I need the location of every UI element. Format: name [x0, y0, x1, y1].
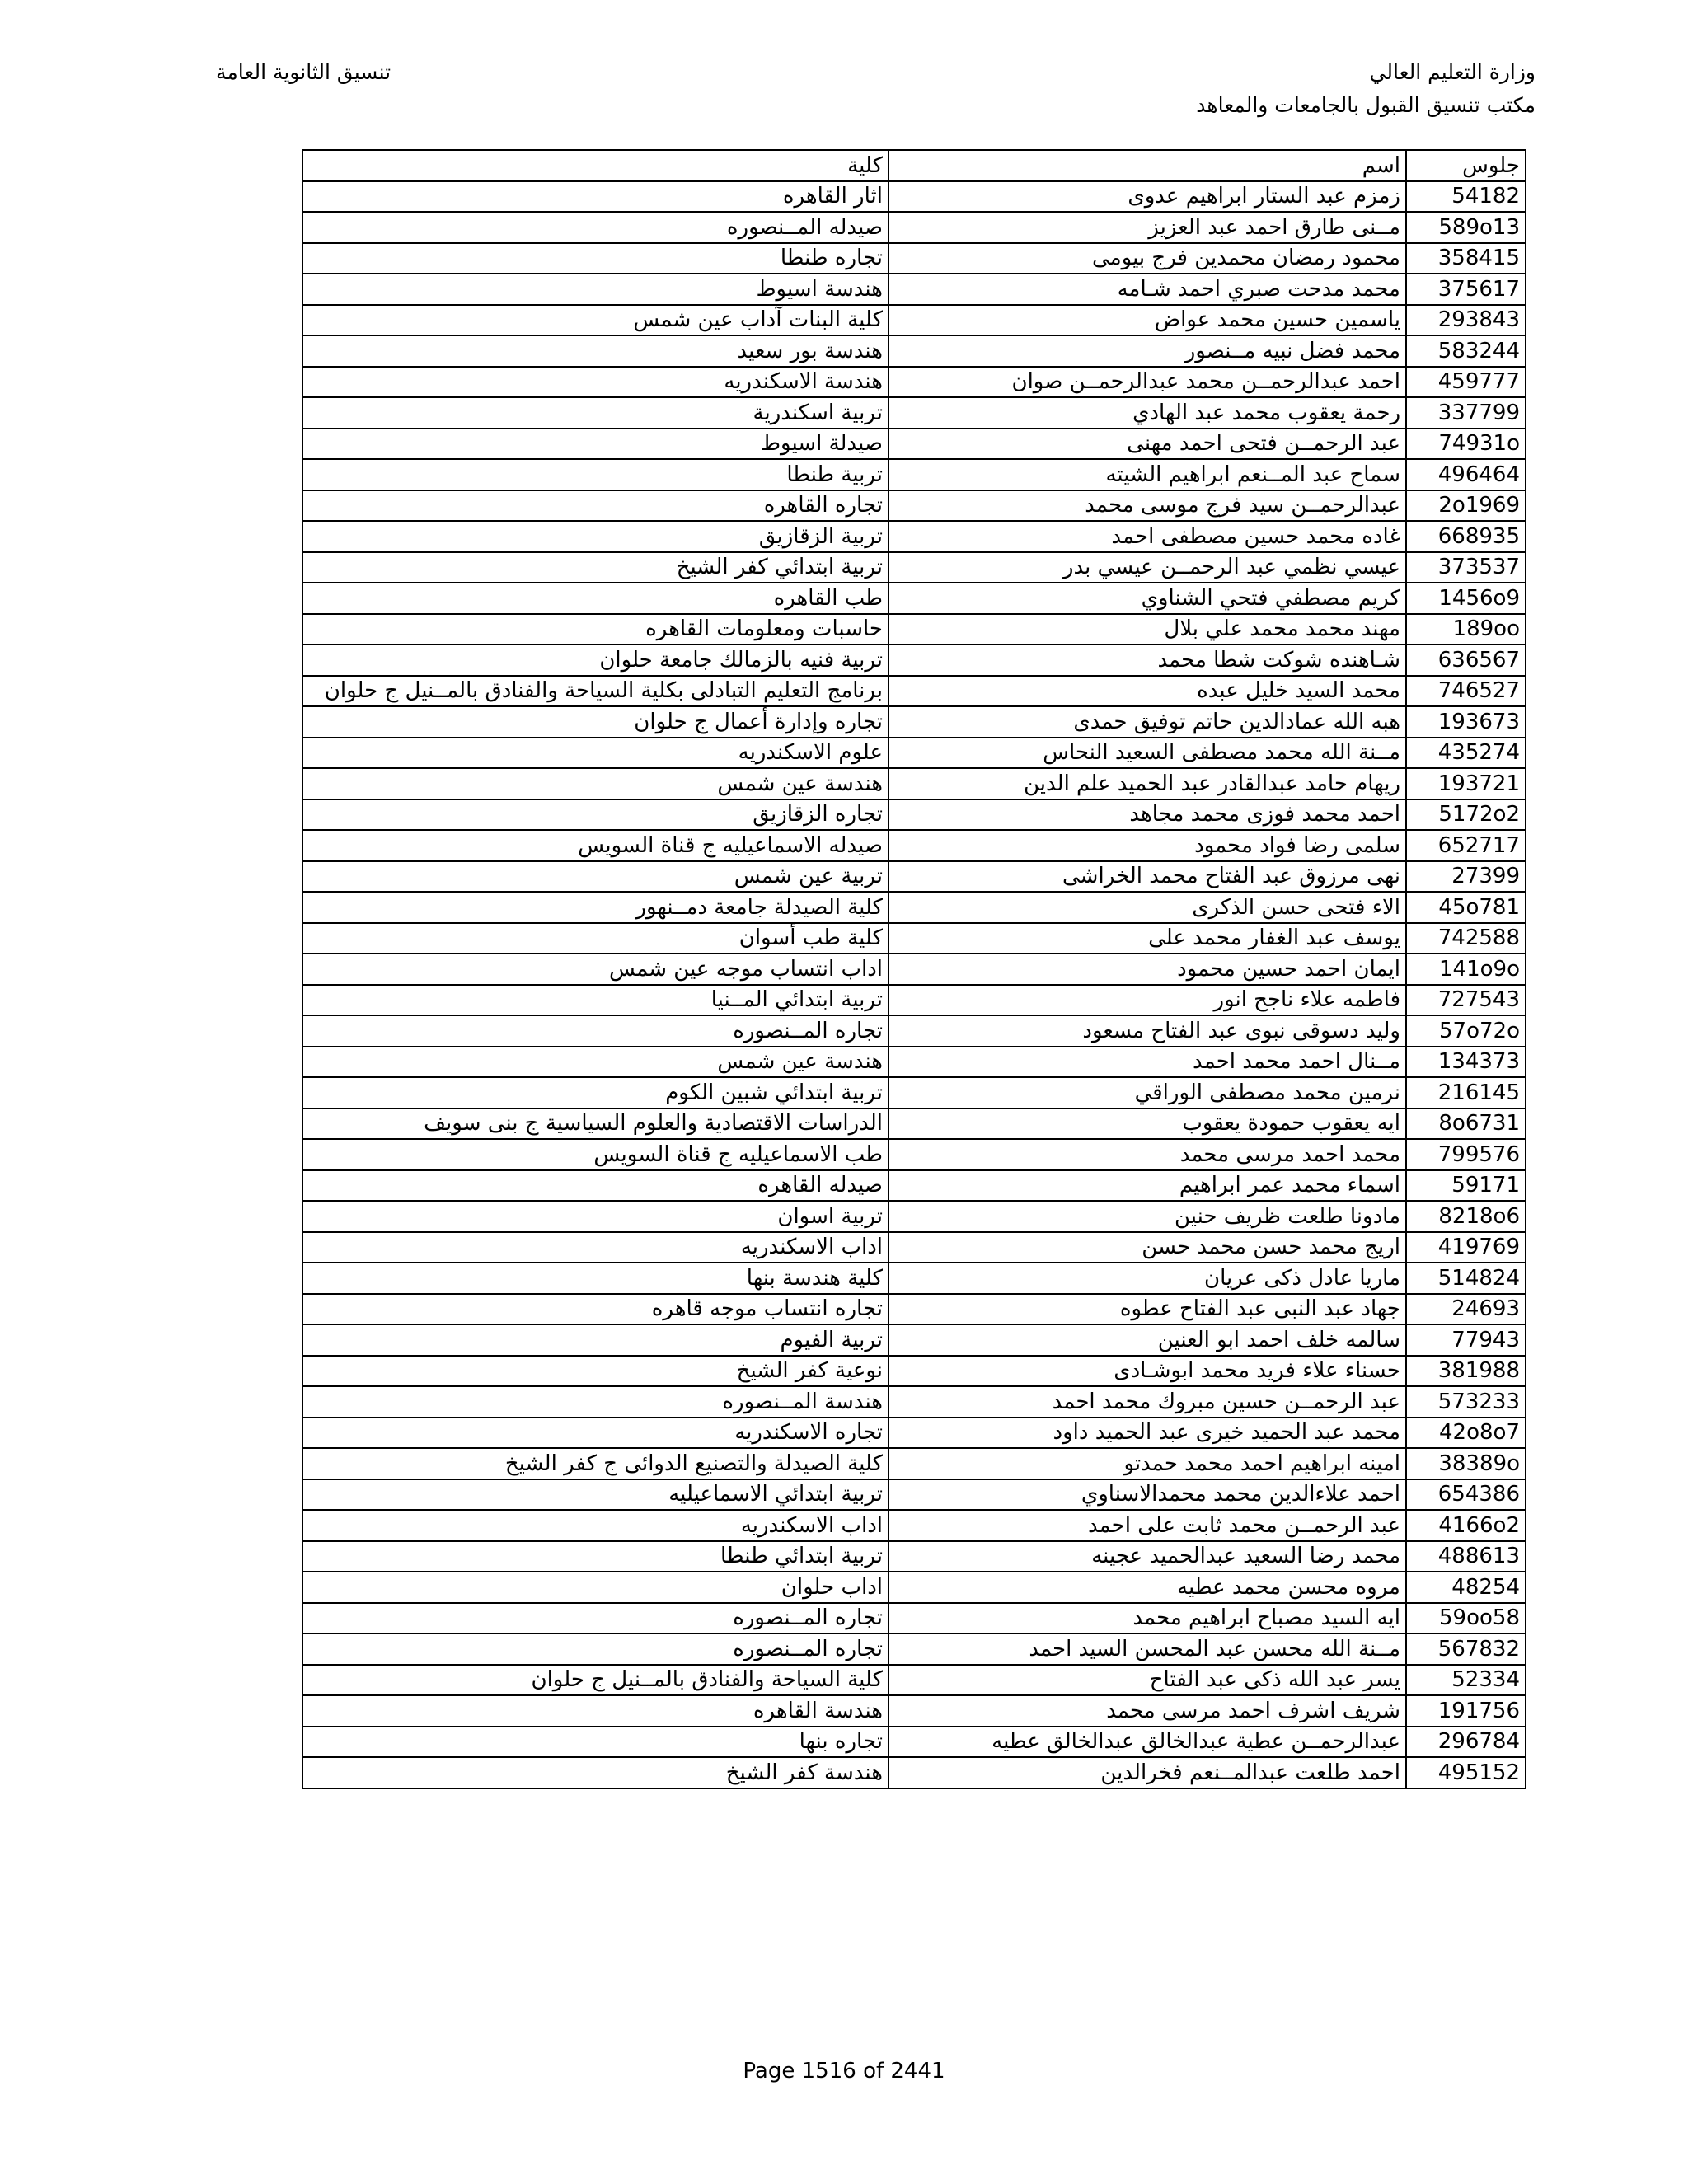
- faculty-cell: حاسبات ومعلومات القاهره: [302, 614, 889, 645]
- seat-number-cell: [1406, 1139, 1526, 1170]
- student-name-cell: عبد الرحمــن حسين مبروك محمد احمد: [889, 1386, 1406, 1418]
- faculty-cell: كلية الصيدلة والتصنيع الدوائى ج كفر الشيخ: [302, 1448, 889, 1479]
- table-row: [302, 1633, 1526, 1665]
- seat-number-cell: [1406, 706, 1526, 738]
- faculty-cell: تجاره الزقازيق: [302, 799, 889, 831]
- table-row: [302, 1510, 1526, 1541]
- faculty-cell: تجاره المــنصوره: [302, 1603, 889, 1634]
- faculty-cell: نوعية كفر الشيخ: [302, 1356, 889, 1387]
- faculty-cell: طب الاسماعيليه ج قناة السويس: [302, 1139, 889, 1170]
- student-name-cell: سالمه خلف احمد ابو العنين: [889, 1324, 1406, 1356]
- seat-number-cell: [1406, 1232, 1526, 1263]
- seat-number: 375617: [1437, 276, 1520, 302]
- faculty-cell: تربية ابتدائي كفر الشيخ: [302, 552, 889, 583]
- table-row: [302, 1015, 1526, 1047]
- table-row: [302, 1232, 1526, 1263]
- seat-number-cell: [1406, 768, 1526, 799]
- seat-number-cell: [1406, 1603, 1526, 1634]
- seat-number: 74931o: [1438, 431, 1520, 457]
- faculty-cell: كلية الصيدلة جامعة دمــنهور: [302, 892, 889, 923]
- seat-number: 573233: [1437, 1389, 1520, 1414]
- seat-number: 727543: [1437, 987, 1520, 1013]
- seat-number: 42o8o7: [1439, 1420, 1520, 1446]
- seat-number: 216145: [1437, 1080, 1520, 1105]
- table-row: [302, 1263, 1526, 1294]
- seat-number-cell: [1406, 923, 1526, 954]
- faculty-cell: طب القاهره: [302, 583, 889, 614]
- student-name-cell: اريج محمد حسن محمد حسن: [889, 1232, 1406, 1263]
- student-name-cell: عبدالرحمــن عطية عبدالخالق عبدالخالق عطيه: [889, 1727, 1406, 1758]
- seat-number: 141o9o: [1439, 956, 1520, 982]
- seat-number: 381988: [1437, 1358, 1520, 1384]
- seat-number-cell: [1406, 985, 1526, 1016]
- seat-number-cell: [1406, 1324, 1526, 1356]
- seat-number: 52334: [1451, 1667, 1520, 1693]
- table-header-row: [302, 150, 1526, 181]
- table-row: [302, 1294, 1526, 1325]
- seat-number-cell: [1406, 830, 1526, 861]
- faculty-cell: تربية الزقازيق: [302, 521, 889, 552]
- faculty-cell: تجاره المــنصوره: [302, 1015, 889, 1047]
- student-name-cell: سماح عبد المــنعم ابراهيم الشيته: [889, 459, 1406, 490]
- seat-number-cell: [1406, 305, 1526, 336]
- seat-number: 496464: [1437, 462, 1520, 487]
- seat-number-cell: [1406, 1386, 1526, 1418]
- faculty-cell: تربية اسوان: [302, 1201, 889, 1232]
- student-name-cell: شـاهنده شوكت شطا محمد: [889, 644, 1406, 676]
- student-name-cell: نهى مرزوق عبد الفتاح محمد الخراشى: [889, 861, 1406, 893]
- faculty-cell: تربية ابتدائي شبين الكوم: [302, 1077, 889, 1108]
- student-name-cell: ياسمين حسين محمد عواض: [889, 305, 1406, 336]
- student-name-cell: مادونا طلعت ظريف حنين: [889, 1201, 1406, 1232]
- seat-number: 488613: [1437, 1544, 1520, 1569]
- seat-number: 583244: [1437, 338, 1520, 363]
- student-name-cell: شريف اشرف احمد مرسى محمد: [889, 1695, 1406, 1727]
- student-name-cell: حسناء علاء فريد محمد ابوشـادى: [889, 1356, 1406, 1387]
- seat-number-cell: [1406, 799, 1526, 831]
- student-name-cell: ايه يعقوب حمودة يعقوب: [889, 1108, 1406, 1140]
- student-name-cell: محمد السيد خليل عبده: [889, 676, 1406, 707]
- faculty-cell: تربية ابتدائي الاسماعيليه: [302, 1479, 889, 1511]
- table-row: [302, 1448, 1526, 1479]
- faculty-cell: تجاره القاهره: [302, 490, 889, 522]
- seat-number: 654386: [1437, 1482, 1520, 1507]
- seat-number-cell: [1406, 1572, 1526, 1603]
- table-row: [302, 1356, 1526, 1387]
- faculty-cell: صيدله الاسماعيليه ج قناة السويس: [302, 830, 889, 861]
- faculty-cell: الدراسات الاقتصادية والعلوم السياسية ج بنى سويف: [302, 1108, 889, 1140]
- student-name-cell: مــنال احمد محمد احمد: [889, 1047, 1406, 1078]
- faculty-cell: اداب حلوان: [302, 1572, 889, 1603]
- student-name-cell: كريم مصطفي فتحي الشناوي: [889, 583, 1406, 614]
- seat-number: 59oo58: [1439, 1605, 1520, 1631]
- seat-number-cell: [1406, 181, 1526, 213]
- student-name-cell: ماريا عادل ذكى عريان: [889, 1263, 1406, 1294]
- student-name-cell: زمزم عبد الستار ابراهيم عدوى: [889, 181, 1406, 213]
- seat-number-cell: [1406, 243, 1526, 274]
- seat-number-cell: [1406, 1077, 1526, 1108]
- table-row: [302, 768, 1526, 799]
- seat-column-header: جلوس: [1406, 150, 1526, 181]
- faculty-cell: كلية البنات آداب عين شمس: [302, 305, 889, 336]
- table-row: [302, 1695, 1526, 1727]
- seat-number: 57o72o: [1439, 1018, 1520, 1043]
- table-row: [302, 1572, 1526, 1603]
- table-row: [302, 583, 1526, 614]
- seat-number: 567832: [1437, 1636, 1520, 1661]
- seat-number: 742588: [1437, 926, 1520, 951]
- seat-number-cell: [1406, 1757, 1526, 1788]
- seat-number-cell: [1406, 397, 1526, 429]
- table-row: [302, 305, 1526, 336]
- student-name-cell: يسر عبد الله ذكى عبد الفتاح: [889, 1665, 1406, 1696]
- seat-number-cell: [1406, 212, 1526, 243]
- seat-number: 358415: [1437, 246, 1520, 271]
- table-row: [302, 706, 1526, 738]
- seat-number: 8218o6: [1438, 1203, 1520, 1229]
- student-name-cell: محمود رمضان محمدين فرج بيومى: [889, 243, 1406, 274]
- seat-number-cell: [1406, 676, 1526, 707]
- name-column-header: اسم: [889, 150, 1406, 181]
- seat-number: 8o6731: [1438, 1111, 1520, 1137]
- student-name-cell: محمد احمد مرسى محمد: [889, 1139, 1406, 1170]
- seat-number: 495152: [1437, 1760, 1520, 1785]
- faculty-cell: هندسة المــنصوره: [302, 1386, 889, 1418]
- student-name-cell: محمد عبد الحميد خيرى عبد الحميد داود: [889, 1418, 1406, 1449]
- seat-number-cell: [1406, 521, 1526, 552]
- seat-number-cell: [1406, 1448, 1526, 1479]
- seat-number: 193721: [1437, 771, 1520, 796]
- seat-number-cell: [1406, 459, 1526, 490]
- seat-number-cell: [1406, 1510, 1526, 1541]
- table-row: [302, 614, 1526, 645]
- seat-number-cell: [1406, 1294, 1526, 1325]
- table-row: [302, 1665, 1526, 1696]
- faculty-cell: هندسة اسيوط: [302, 274, 889, 305]
- seat-number: 589o13: [1438, 214, 1520, 240]
- faculty-cell: تجاره بنها: [302, 1727, 889, 1758]
- table-row: [302, 923, 1526, 954]
- table-row: [302, 1201, 1526, 1232]
- student-name-cell: عبد الرحمــن محمد ثابت على احمد: [889, 1510, 1406, 1541]
- student-name-cell: يوسف عبد الغفار محمد على: [889, 923, 1406, 954]
- student-name-cell: امينه ابراهيم احمد محمد حمدتو: [889, 1448, 1406, 1479]
- student-name-cell: هبه الله عمادالدين حاتم توفيق حمدى: [889, 706, 1406, 738]
- seat-number-cell: [1406, 1108, 1526, 1140]
- seat-number: 5172o2: [1438, 802, 1520, 827]
- table-row: [302, 1418, 1526, 1449]
- seat-number: 2o1969: [1438, 493, 1520, 518]
- seat-number: 799576: [1437, 1141, 1520, 1167]
- faculty-cell: اداب الاسكندريه: [302, 1510, 889, 1541]
- faculty-cell: هندسة الاسكندريه: [302, 367, 889, 398]
- seat-number: 293843: [1437, 307, 1520, 333]
- seat-number: 77943: [1451, 1327, 1520, 1352]
- seat-number: 668935: [1437, 523, 1520, 549]
- table-row: [302, 1727, 1526, 1758]
- seat-number: 296784: [1437, 1729, 1520, 1755]
- table-row: [302, 212, 1526, 243]
- student-name-cell: احمد عبدالرحمــن محمد عبدالرحمــن صوان: [889, 367, 1406, 398]
- seat-number-cell: [1406, 738, 1526, 769]
- seat-number: 193673: [1437, 709, 1520, 734]
- table-row: [302, 1479, 1526, 1511]
- seat-number: 4166o2: [1438, 1512, 1520, 1538]
- faculty-cell: تربية طنطا: [302, 459, 889, 490]
- seat-number-cell: [1406, 429, 1526, 460]
- table-row: [302, 367, 1526, 398]
- faculty-cell: هندسة عين شمس: [302, 768, 889, 799]
- seat-number-cell: [1406, 892, 1526, 923]
- seat-number: 38389o: [1438, 1451, 1520, 1476]
- seat-number-cell: [1406, 1047, 1526, 1078]
- seat-number-cell: [1406, 1665, 1526, 1696]
- results-table: [302, 149, 1526, 1789]
- seat-number: 746527: [1437, 678, 1520, 704]
- seat-number-cell: [1406, 1356, 1526, 1387]
- student-name-cell: احمد طلعت عبدالمــنعم فخرالدين: [889, 1757, 1406, 1788]
- table-row: [302, 1757, 1526, 1788]
- faculty-cell: هندسة عين شمس: [302, 1047, 889, 1078]
- seat-number: 189oo: [1452, 616, 1520, 642]
- faculty-cell: كلية هندسة بنها: [302, 1263, 889, 1294]
- student-name-cell: احمد علاءالدين محمد محمدالاسناوي: [889, 1479, 1406, 1511]
- faculty-cell: كلية السياحة والفنادق بالمــنيل ج حلوان: [302, 1665, 889, 1696]
- student-name-cell: احمد محمد فوزى محمد مجاهد: [889, 799, 1406, 831]
- seat-number-cell: [1406, 552, 1526, 583]
- seat-number-cell: [1406, 1015, 1526, 1047]
- faculty-cell: صيدله القاهره: [302, 1170, 889, 1202]
- seat-number-cell: [1406, 614, 1526, 645]
- table-row: [302, 1603, 1526, 1634]
- faculty-cell: كلية طب أسوان: [302, 923, 889, 954]
- student-name-cell: ريهام حامد عبدالقادر عبد الحميد علم الدين: [889, 768, 1406, 799]
- table-row: [302, 552, 1526, 583]
- seat-number-cell: [1406, 490, 1526, 522]
- table-row: [302, 1170, 1526, 1202]
- table-row: [302, 490, 1526, 522]
- student-name-cell: غاده محمد حسين مصطفى احمد: [889, 521, 1406, 552]
- table-row: [302, 985, 1526, 1016]
- seat-number-cell: [1406, 1201, 1526, 1232]
- seat-number: 459777: [1437, 369, 1520, 395]
- student-name-cell: مــنة الله محسن عبد المحسن السيد احمد: [889, 1633, 1406, 1665]
- seat-number: 1456o9: [1438, 585, 1520, 611]
- faculty-cell: تجاره وإدارة أعمال ج حلوان: [302, 706, 889, 738]
- student-name-cell: فاطمه علاء ناجح انور: [889, 985, 1406, 1016]
- seat-number-cell: [1406, 1727, 1526, 1758]
- office-title: مكتب تنسيق القبول بالجامعات والمعاهد: [1196, 93, 1536, 117]
- seat-number: 48254: [1451, 1574, 1520, 1600]
- ministry-title: وزارة التعليم العالي: [1369, 60, 1536, 84]
- table-row: [302, 892, 1526, 923]
- seat-number: 652717: [1437, 832, 1520, 858]
- faculty-cell: تربية ابتدائي المــنيا: [302, 985, 889, 1016]
- student-name-cell: ايه السيد مصباح ابراهيم محمد: [889, 1603, 1406, 1634]
- seat-number-cell: [1406, 274, 1526, 305]
- student-name-cell: جهاد عبد النبى عبد الفتاح عطوه: [889, 1294, 1406, 1325]
- faculty-cell: تربية فنيه بالزمالك جامعة حلوان: [302, 644, 889, 676]
- student-name-cell: وليد دسوقى نبوى عبد الفتاح مسعود: [889, 1015, 1406, 1047]
- faculty-cell: برنامج التعليم التبادلى بكلية السياحة والفنادق بالمــنيل ج حلوان: [302, 676, 889, 707]
- faculty-cell: تربية ابتدائي طنطا: [302, 1541, 889, 1572]
- student-name-cell: محمد رضا السعيد عبدالحميد عجينه: [889, 1541, 1406, 1572]
- faculty-cell: تجاره انتساب موجه قاهره: [302, 1294, 889, 1325]
- faculty-column-header: كلية: [302, 150, 889, 181]
- seat-number: 45o781: [1438, 894, 1520, 920]
- student-name-cell: عبد الرحمــن فتحى احمد مهنى: [889, 429, 1406, 460]
- seat-number: 134373: [1437, 1049, 1520, 1075]
- table-row: [302, 181, 1526, 213]
- faculty-cell: هندسة القاهره: [302, 1695, 889, 1727]
- seat-number-cell: [1406, 1541, 1526, 1572]
- table-row: [302, 676, 1526, 707]
- table-row: [302, 521, 1526, 552]
- faculty-cell: هندسة بور سعيد: [302, 335, 889, 367]
- seat-number-cell: [1406, 583, 1526, 614]
- faculty-cell: اداب الاسكندريه: [302, 1232, 889, 1263]
- seat-number-cell: [1406, 1263, 1526, 1294]
- seat-number-cell: [1406, 1418, 1526, 1449]
- seat-number: 435274: [1437, 740, 1520, 766]
- table-row: [302, 830, 1526, 861]
- faculty-cell: علوم الاسكندريه: [302, 738, 889, 769]
- faculty-cell: تربية الفيوم: [302, 1324, 889, 1356]
- seat-number: 337799: [1437, 400, 1520, 425]
- seat-number: 27399: [1451, 864, 1520, 889]
- table-row: [302, 1077, 1526, 1108]
- table-row: [302, 1047, 1526, 1078]
- seat-number-cell: [1406, 954, 1526, 985]
- seat-number-cell: [1406, 1695, 1526, 1727]
- table-row: [302, 861, 1526, 893]
- table-row: [302, 274, 1526, 305]
- student-name-cell: محمد مدحت صبري احمد شـامه: [889, 274, 1406, 305]
- seat-number-cell: [1406, 1479, 1526, 1511]
- table-row: [302, 954, 1526, 985]
- table-row: [302, 397, 1526, 429]
- student-name-cell: مــنى طارق احمد عبد العزيز: [889, 212, 1406, 243]
- seat-number-cell: [1406, 1633, 1526, 1665]
- student-name-cell: اسماء محمد عمر ابراهيم: [889, 1170, 1406, 1202]
- seat-number: 373537: [1437, 555, 1520, 580]
- table-row: [302, 1324, 1526, 1356]
- table-row: [302, 738, 1526, 769]
- table-row: [302, 459, 1526, 490]
- table-row: [302, 1541, 1526, 1572]
- student-name-cell: ايمان احمد حسين محمود: [889, 954, 1406, 985]
- faculty-cell: تجاره طنطا: [302, 243, 889, 274]
- faculty-cell: تجاره الاسكندريه: [302, 1418, 889, 1449]
- student-name-cell: سلمى رضا فواد محمود: [889, 830, 1406, 861]
- student-name-cell: مهند محمد محمد علي بلال: [889, 614, 1406, 645]
- seat-number-cell: [1406, 1170, 1526, 1202]
- seat-number: 514824: [1437, 1265, 1520, 1291]
- page-number: Page 1516 of 2441: [743, 2059, 945, 2083]
- table-row: [302, 799, 1526, 831]
- table-row: [302, 335, 1526, 367]
- student-name-cell: عيسي نظمي عبد الرحمــن عيسي بدر: [889, 552, 1406, 583]
- seat-number: 191756: [1437, 1698, 1520, 1723]
- seat-number-cell: [1406, 367, 1526, 398]
- seat-number: 419769: [1437, 1235, 1520, 1260]
- student-name-cell: الاء فتحى حسن الذكرى: [889, 892, 1406, 923]
- student-name-cell: رحمة يعقوب محمد عبد الهادي: [889, 397, 1406, 429]
- table-row: [302, 1386, 1526, 1418]
- faculty-cell: اثار القاهره: [302, 181, 889, 213]
- student-name-cell: نرمين محمد مصطفى الوراقي: [889, 1077, 1406, 1108]
- coordination-title: تنسيق الثانوية العامة: [216, 60, 392, 84]
- table-row: [302, 644, 1526, 676]
- faculty-cell: تربية اسكندرية: [302, 397, 889, 429]
- table-row: [302, 243, 1526, 274]
- faculty-cell: اداب انتساب موجه عين شمس: [302, 954, 889, 985]
- table-row: [302, 1108, 1526, 1140]
- faculty-cell: صيدلة اسيوط: [302, 429, 889, 460]
- seat-number-cell: [1406, 644, 1526, 676]
- seat-number: 54182: [1451, 184, 1520, 209]
- student-name-cell: محمد فضل نبيه مــنصور: [889, 335, 1406, 367]
- student-name-cell: مروه محسن محمد عطيه: [889, 1572, 1406, 1603]
- table-row: [302, 429, 1526, 460]
- seat-number: 59171: [1451, 1173, 1520, 1198]
- seat-number-cell: [1406, 335, 1526, 367]
- seat-number-cell: [1406, 861, 1526, 893]
- faculty-cell: صيدله المــنصوره: [302, 212, 889, 243]
- faculty-cell: تربية عين شمس: [302, 861, 889, 893]
- faculty-cell: تجاره المــنصوره: [302, 1633, 889, 1665]
- seat-number: 24693: [1451, 1296, 1520, 1322]
- student-name-cell: عبدالرحمــن سيد فرج موسى محمد: [889, 490, 1406, 522]
- faculty-cell: هندسة كفر الشيخ: [302, 1757, 889, 1788]
- seat-number: 636567: [1437, 647, 1520, 673]
- student-name-cell: مــنة الله محمد مصطفى السعيد النحاس: [889, 738, 1406, 769]
- table-row: [302, 1139, 1526, 1170]
